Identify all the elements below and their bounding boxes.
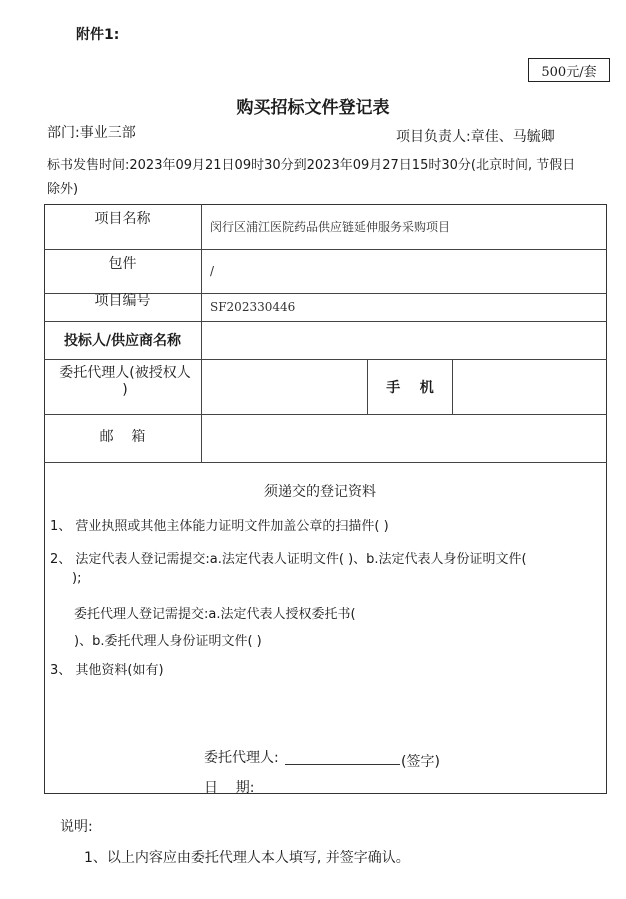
note-1: 1、以上内容应由委托代理人本人填写, 并签字确认。 — [84, 850, 410, 866]
label-agent-line1: 委托代理人(被授权人 — [59, 365, 191, 381]
material-item-3: 3、 其他资料(如有) — [50, 663, 164, 678]
sale-time-line1: 标书发售时间:2023年09月21日09时30分到2023年09月27日15时30分(北京时间, 节假日 — [47, 158, 576, 173]
value-agent[interactable] — [210, 359, 360, 414]
material-item-1: 1、 营业执照或其他主体能力证明文件加盖公章的扫描件( ) — [50, 519, 389, 534]
label-bidder-name: 投标人/供应商名称 — [63, 333, 182, 349]
label-email: 邮 箱 — [99, 429, 146, 445]
page-title: 购买招标文件登记表 — [236, 98, 390, 118]
label-phone: 手 机 — [386, 379, 434, 396]
material-item-2-agent: 委托代理人登记需提交:a.法定代表人授权委托书( — [74, 607, 356, 622]
value-project-number[interactable]: SF202330446 — [210, 300, 296, 314]
value-package[interactable]: / — [210, 264, 215, 278]
column-divider — [452, 359, 453, 414]
price-box: 500元/套 — [528, 58, 610, 82]
value-bidder-name[interactable] — [210, 321, 600, 359]
signer-label: 委托代理人: — [204, 750, 279, 766]
label-project-number: 项目编号 — [94, 293, 151, 309]
project-lead: 项目负责人:章佳、马毓卿 — [396, 129, 555, 145]
label-agent-line2: ) — [122, 382, 128, 398]
material-item-2-agent-cont: )、b.委托代理人身份证明文件( ) — [74, 634, 262, 649]
value-project-name[interactable]: 闵行区浦江医院药品供应链延伸服务采购项目 — [210, 220, 451, 234]
label-package: 包件 — [108, 256, 137, 272]
material-item-2-cont: ); — [72, 571, 82, 586]
date-label: 日 期: — [204, 780, 255, 796]
department: 部门:事业三部 — [47, 125, 136, 141]
sale-time-line2: 除外) — [47, 182, 79, 197]
column-divider — [201, 204, 202, 462]
label-project-name: 项目名称 — [94, 211, 151, 227]
notes-heading: 说明: — [60, 819, 93, 835]
materials-heading: 须递交的登记资料 — [264, 484, 376, 500]
label-agent — [50, 362, 200, 398]
material-item-2: 2、 法定代表人登记需提交:a.法定代表人证明文件( )、b.法定代表人身份证明文件( — [50, 552, 527, 567]
attachment-label: 附件1: — [76, 27, 120, 43]
value-phone[interactable] — [458, 359, 603, 414]
signer-suffix: (签字) — [401, 754, 440, 770]
row-divider — [44, 462, 607, 463]
signature-line[interactable] — [285, 764, 400, 765]
value-email[interactable] — [210, 414, 600, 462]
